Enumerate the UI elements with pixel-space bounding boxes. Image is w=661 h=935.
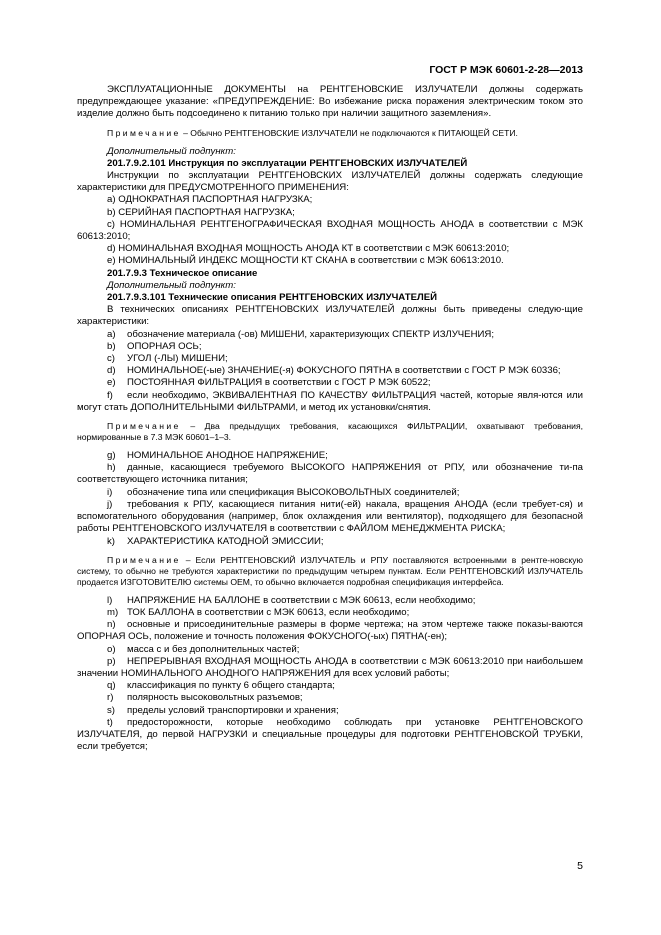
list-item	[77, 656, 583, 680]
list-item-text: если необходимо, ЭКВИВАЛЕНТНАЯ ПО КАЧЕСТВУ ФИЛЬТРАЦИЯ частей, которые явля-ются или могут стать ДОПОЛНИТЕЛЬНЫМИ ФИЛЬТРАМИ, и метод их установки/снятия.	[77, 389, 583, 413]
list-item	[77, 487, 583, 499]
heading-201-7-9-3: 201.7.9.3 Техническое описание	[107, 267, 258, 279]
list-item-letter: l)	[107, 594, 113, 606]
list-item-text: классификация по пункту 6 общего стандарта;	[127, 680, 335, 692]
list-item	[77, 377, 583, 389]
list-af	[77, 329, 583, 414]
warning-paragraph: ЭКСПЛУАТАЦИОННЫЕ ДОКУМЕНТЫ на РЕНТГЕНОВСКИЕ ИЗЛУЧАТЕЛИ должны содержать предупреждающее указание: «ПРЕДУПРЕЖДЕНИЕ: Во избежание риска поражения электрическим током это изделие должно быть подсоединено к питанию только при наличии защитного заземления».	[77, 84, 583, 120]
list-item-letter: h)	[107, 462, 116, 474]
list-item-letter: d)	[107, 365, 116, 377]
list-item-letter: s)	[107, 704, 115, 716]
list-item-letter: k)	[107, 535, 115, 547]
note-1-text: – Обычно РЕНТГЕНОВСКИЕ ИЗЛУЧАТЕЛИ не подключаются к ПИТАЮЩЕЙ СЕТИ.	[180, 127, 518, 138]
note-label: Примечание	[107, 127, 181, 138]
page-body	[77, 84, 583, 753]
list-item	[77, 365, 583, 377]
heading-201-7-9-2-101: 201.7.9.2.101 Инструкция по эксплуатации РЕНТГЕНОВСКИХ ИЗЛУЧАТЕЛЕЙ	[107, 157, 468, 169]
list-item-letter: i)	[107, 486, 113, 498]
note-2-text: – Два предыдущих требования, касающихся ФИЛЬТРАЦИИ, охватывают требования, нормированные в 7.3 МЭК 60601–1–3.	[77, 421, 583, 443]
list-item-text: ОПОРНАЯ ОСЬ;	[127, 340, 202, 352]
note-2	[77, 421, 583, 443]
list-item	[77, 462, 583, 486]
list-item-text: НАПРЯЖЕНИЕ НА БАЛЛОНЕ в соответствии с МЭК 60613, если необходимо;	[127, 594, 476, 606]
note-3-text: – Если РЕНТГЕНОВСКИЙ ИЗЛУЧАТЕЛЬ и РПУ поставляются встроенными в рентге-новскую систему, то обычно не требуются характеристики по предыдущим четырем пунктам. Если РЕНТГЕНОВСКИЙ ИЗЛУЧАТЕЛЬ продается ИЗГОТОВИТЕЛЮ системы ОЕМ, то обычно включается подробная спецификация интерфейса.	[77, 554, 583, 587]
list-item	[77, 680, 583, 692]
list-item-text: ТОК БАЛЛОНА в соответствии с МЭК 60613, если необходимо;	[127, 606, 410, 618]
list-item	[77, 341, 583, 353]
technical-description-paragraph: В технических описаниях РЕНТГЕНОВСКИХ ИЗЛУЧАТЕЛЕЙ должны быть приведены следую-щие характеристики:	[77, 304, 583, 328]
list-item-letter: p)	[107, 655, 116, 667]
list-item-text: НЕПРЕРЫВНАЯ ВХОДНАЯ МОЩНОСТЬ АНОДА в соответствии с МЭК 60613:2010 при наибольшем значении НОМИНАЛЬНОГО АНОДНОГО НАПРЯЖЕНИЯ для всех условий работы;	[77, 655, 583, 679]
list-item	[77, 717, 583, 754]
list-item-text: обозначение материала (-ов) МИШЕНИ, характеризующих СПЕКТР ИЗЛУЧЕНИЯ;	[127, 328, 494, 340]
list-item-letter: n)	[107, 619, 116, 631]
note-label: Примечание	[107, 421, 181, 432]
list-item: d) НОМИНАЛЬНАЯ ВХОДНАЯ МОЩНОСТЬ АНОДА КТ в соответствии с МЭК 60613:2010;	[107, 243, 510, 255]
list-item-text: пределы условий транспортировки и хранения;	[127, 704, 339, 716]
list-item-letter: e)	[107, 377, 116, 389]
list-item	[77, 353, 583, 365]
list-item-letter: r)	[107, 692, 114, 704]
list-item: c) НОМИНАЛЬНАЯ РЕНТГЕНОГРАФИЧЕСКАЯ ВХОДНАЯ МОЩНОСТЬ АНОДА в соответствии с МЭК 60613:2010;	[77, 218, 583, 243]
list-item-text: предосторожности, которые необходимо соблюдать при установке РЕНТГЕНОВСКОГО ИЗЛУЧАТЕЛЯ, до первой НАГРУЗКИ и специальные процедуры для подготовки РЕНТГЕНОВСКОЙ ТРУБКИ, если требуется;	[77, 716, 583, 753]
list-gk	[77, 450, 583, 548]
standard-header: ГОСТ Р МЭК 60601-2-28—2013	[429, 64, 583, 76]
list-item-letter: o)	[107, 643, 116, 655]
list-item-letter: a)	[107, 328, 116, 340]
heading-201-7-9-3-101: 201.7.9.3.101 Технические описания РЕНТГЕНОВСКИХ ИЗЛУЧАТЕЛЕЙ	[107, 292, 438, 304]
list-item-text: ПОСТОЯННАЯ ФИЛЬТРАЦИЯ в соответствии с ГОСТ Р МЭК 60522;	[127, 377, 431, 389]
list-item	[77, 499, 583, 536]
note-1	[77, 128, 583, 139]
list-ae	[77, 194, 583, 267]
list-item-letter: g)	[107, 450, 116, 462]
list-item-text: полярность высоковольтных разъемов;	[127, 692, 303, 704]
list-item: a) ОДНОКРАТНАЯ ПАСПОРТНАЯ НАГРУЗКА;	[107, 194, 313, 206]
list-item-letter: j)	[107, 498, 113, 510]
list-item-letter: b)	[107, 340, 116, 352]
list-item	[77, 644, 583, 656]
list-item-text: ХАРАКТЕРИСТИКА КАТОДНОЙ ЭМИССИИ;	[127, 535, 324, 547]
list-item: b) СЕРИЙНАЯ ПАСПОРТНАЯ НАГРУЗКА;	[107, 206, 295, 218]
note-label: Примечание	[107, 554, 181, 565]
list-item-letter: c)	[107, 353, 115, 365]
list-item-text: данные, касающиеся требуемого ВЫСОКОГО НАПРЯЖЕНИЯ от РПУ, или обозначение ти-па соответствующего источника питания;	[77, 462, 583, 486]
list-item-text: масса с и без дополнительных частей;	[127, 643, 300, 655]
list-item-letter: t)	[107, 716, 113, 728]
list-item-text: основные и присоединительные размеры в форме чертежа; на этом чертеже также показы-ваются ОПОРНАЯ ОСЬ, положение и точность положения ФОКУСНОГО(-ых) ПЯТНА(-ен);	[77, 619, 583, 643]
list-item-text: требования к РПУ, касающиеся питания нити(-ей) накала, вращения АНОДА (если требует-ся) и вспомогательного оборудования (например, блок охлаждения или вентилятор), подходящего для безопасной работы РЕНТГЕНОВСКОГО ИЗЛУЧАТЕЛЯ в соответствии с ФАЙЛОМ МЕНЕДЖМЕНТА РИСКА;	[77, 498, 583, 535]
list-item-letter: q)	[107, 680, 116, 692]
additional-subclause-label: Дополнительный подпункт:	[107, 145, 236, 157]
list-lt	[77, 595, 583, 754]
list-item	[77, 607, 583, 619]
list-item	[77, 595, 583, 607]
list-item	[77, 692, 583, 704]
additional-subclause-label: Дополнительный подпункт:	[107, 279, 236, 291]
list-item	[77, 536, 583, 548]
list-item: e) НОМИНАЛЬНЫЙ ИНДЕКС МОЩНОСТИ КТ СКАНА в соответствии с МЭК 60613:2010.	[107, 255, 504, 267]
list-item	[77, 705, 583, 717]
list-item-letter: f)	[107, 389, 113, 401]
list-item	[77, 329, 583, 341]
list-item	[77, 619, 583, 643]
list-item-letter: m)	[107, 606, 119, 618]
list-item-text: НОМИНАЛЬНОЕ(-ые) ЗНАЧЕНИЕ(-я) ФОКУСНОГО ПЯТНА в соответствии с ГОСТ Р МЭК 60336;	[127, 365, 561, 377]
instructions-paragraph: Инструкции по эксплуатации РЕНТГЕНОВСКИХ ИЗЛУЧАТЕЛЕЙ должны содержать следующие характеристики для ПРЕДУСМОТРЕННОГО ПРИМЕНЕНИЯ:	[77, 170, 583, 194]
list-item	[77, 390, 583, 414]
list-item-text: обозначение типа или спецификация ВЫСОКОВОЛЬТНЫХ соединителей;	[127, 486, 460, 498]
page-number: 5	[577, 860, 583, 872]
note-3	[77, 555, 583, 588]
list-item	[77, 450, 583, 462]
list-item-text: НОМИНАЛЬНОЕ АНОДНОЕ НАПРЯЖЕНИЕ;	[127, 450, 328, 462]
list-item-text: УГОЛ (-ЛЫ) МИШЕНИ;	[127, 353, 228, 365]
